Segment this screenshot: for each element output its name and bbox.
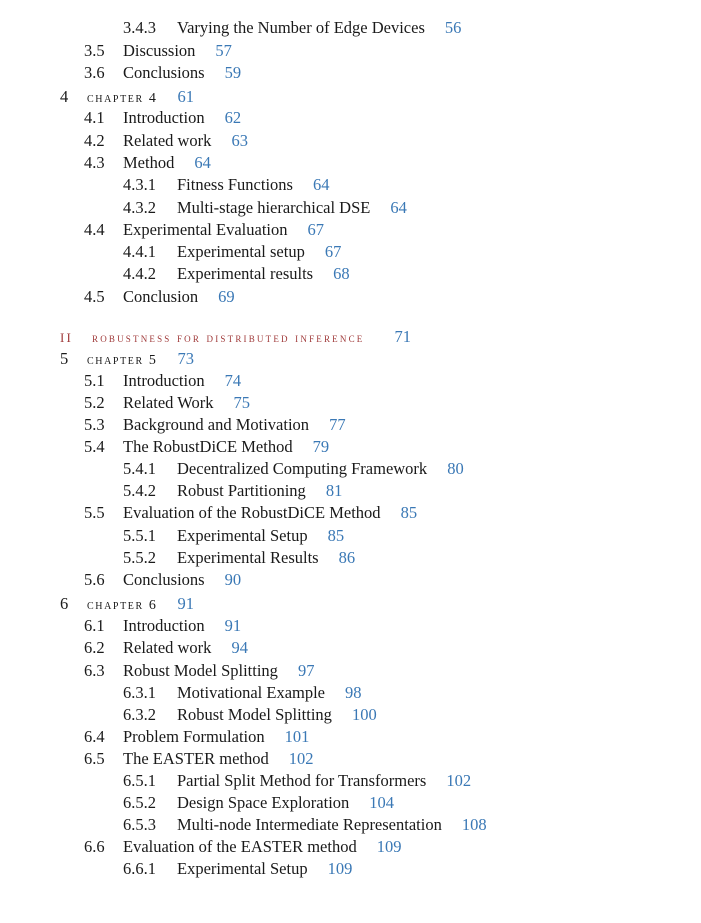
toc-entry[interactable] xyxy=(84,436,329,458)
toc-entry-title: Partial Split Method for Transformers xyxy=(177,771,427,790)
toc-entry-page: 59 xyxy=(224,63,242,82)
toc-entry-number: 5.1 xyxy=(84,371,105,390)
toc-entry-title: Motivational Example xyxy=(177,683,326,702)
toc-entry-number: 6 xyxy=(60,594,69,613)
toc-entry[interactable] xyxy=(123,174,329,196)
toc-entry[interactable] xyxy=(84,152,211,174)
toc-entry-number: 4.3.2 xyxy=(123,198,156,217)
toc-entry-number: II xyxy=(60,330,74,345)
toc-entry-number: 5.2 xyxy=(84,393,105,412)
toc-entry-page: 61 xyxy=(177,87,194,106)
toc-entry[interactable] xyxy=(123,480,342,502)
toc-entry-title: Conclusions xyxy=(123,63,205,82)
toc-entry-page: 86 xyxy=(338,548,356,567)
toc-entry-title: chapter 4 xyxy=(87,91,158,106)
toc-entry-number: 4.4 xyxy=(84,220,105,239)
toc-entry[interactable] xyxy=(84,370,241,392)
toc-entry-page: 79 xyxy=(312,437,330,456)
toc-chapter-entry[interactable] xyxy=(60,348,194,370)
toc-entry-number: 6.5.1 xyxy=(123,771,156,790)
toc-entry-page: 85 xyxy=(327,526,345,545)
toc-entry-title: Decentralized Computing Framework xyxy=(177,459,428,478)
toc-entry-page: 77 xyxy=(329,415,346,434)
toc-entry[interactable] xyxy=(84,62,241,84)
toc-entry-title: Fitness Functions xyxy=(177,175,293,194)
toc-entry-number: 4.3.1 xyxy=(123,175,156,194)
toc-entry-number: 5.3 xyxy=(84,415,105,434)
toc-entry[interactable] xyxy=(123,458,464,480)
toc-entry-page: 56 xyxy=(444,18,462,37)
toc-entry-page: 73 xyxy=(177,349,194,368)
toc-entry[interactable] xyxy=(123,814,487,836)
toc-entry-title: Experimental setup xyxy=(177,242,305,261)
toc-entry[interactable] xyxy=(123,704,377,726)
toc-entry-page: 71 xyxy=(394,327,411,346)
toc-entry-number: 6.3.2 xyxy=(123,705,156,724)
toc-entry-page: 108 xyxy=(461,815,487,834)
toc-entry-page: 91 xyxy=(177,594,194,613)
toc-entry-page: 104 xyxy=(369,793,395,812)
toc-entry-title: Robust Model Splitting xyxy=(177,705,332,724)
toc-entry[interactable] xyxy=(84,130,248,152)
toc-entry-page: 109 xyxy=(376,837,402,856)
toc-entry-number: 4.5 xyxy=(84,287,105,306)
toc-entry-title: Related work xyxy=(123,638,212,657)
toc-entry-page: 102 xyxy=(288,749,314,768)
toc-entry-title: Design Space Exploration xyxy=(177,793,350,812)
toc-entry-number: 3.4.3 xyxy=(123,18,156,37)
toc-entry-number: 4.3 xyxy=(84,153,105,172)
toc-entry-number: 6.5.2 xyxy=(123,793,156,812)
toc-entry-page: 91 xyxy=(224,616,242,635)
toc-entry-number: 5 xyxy=(60,349,69,368)
toc-entry-page: 80 xyxy=(447,459,464,478)
toc-entry[interactable] xyxy=(84,40,232,62)
toc-entry-number: 4 xyxy=(60,87,69,106)
toc-entry-title: Evaluation of the EASTER method xyxy=(123,837,357,856)
toc-entry-number: 6.2 xyxy=(84,638,105,657)
toc-entry-page: 67 xyxy=(324,242,342,261)
toc-entry-number: 5.4.1 xyxy=(123,459,156,478)
toc-entry-number: 6.3.1 xyxy=(123,683,156,702)
toc-entry-title: Experimental Evaluation xyxy=(123,220,288,239)
toc-entry-title: Varying the Number of Edge Devices xyxy=(177,18,425,37)
toc-entry-title: Discussion xyxy=(123,41,196,60)
toc-entry[interactable] xyxy=(123,770,471,792)
toc-entry-title: The RobustDiCE Method xyxy=(123,437,293,456)
toc-entry-title: Evaluation of the RobustDiCE Method xyxy=(123,503,381,522)
toc-entry-number: 4.4.1 xyxy=(123,242,156,261)
toc-entry[interactable] xyxy=(84,107,241,129)
toc-entry[interactable] xyxy=(84,748,313,770)
toc-entry-title: Introduction xyxy=(123,371,205,390)
toc-entry-page: 90 xyxy=(224,570,242,589)
toc-entry-number: 6.5.3 xyxy=(123,815,156,834)
toc-entry-number: 4.1 xyxy=(84,108,105,127)
toc-entry-page: 64 xyxy=(194,153,211,172)
toc-entry-page: 85 xyxy=(400,503,418,522)
toc-chapter-entry[interactable] xyxy=(60,593,194,615)
toc-entry[interactable] xyxy=(123,263,350,285)
toc-entry[interactable] xyxy=(84,502,417,524)
toc-entry-title: chapter 6 xyxy=(87,598,158,613)
toc-entry-number: 4.4.2 xyxy=(123,264,156,283)
toc-entry-page: 94 xyxy=(231,638,248,657)
toc-entry-page: 100 xyxy=(351,705,377,724)
toc-entry[interactable] xyxy=(123,17,461,39)
toc-entry-number: 3.6 xyxy=(84,63,105,82)
toc-entry-title: Multi-stage hierarchical DSE xyxy=(177,198,371,217)
toc-entry-page: 98 xyxy=(345,683,362,702)
toc-entry-title: The EASTER method xyxy=(123,749,269,768)
toc-entry[interactable] xyxy=(123,682,362,704)
toc-entry[interactable] xyxy=(84,392,250,414)
toc-entry-page: 69 xyxy=(218,287,235,306)
toc-entry-title: robustness for distributed inference xyxy=(92,330,365,345)
toc-entry-number: 6.6 xyxy=(84,837,105,856)
toc-entry-number: 6.6.1 xyxy=(123,859,156,878)
toc-entry-page: 101 xyxy=(284,727,310,746)
toc-entry[interactable] xyxy=(123,241,341,263)
toc-entry-page: 102 xyxy=(446,771,472,790)
toc-entry[interactable] xyxy=(123,197,407,219)
toc-entry-page: 75 xyxy=(233,393,250,412)
toc-entry-page: 64 xyxy=(312,175,330,194)
toc-entry-title: Conclusion xyxy=(123,287,199,306)
toc-entry-page: 67 xyxy=(307,220,324,239)
toc-entry-page: 63 xyxy=(231,131,248,150)
toc-entry[interactable] xyxy=(84,286,235,308)
toc-entry[interactable] xyxy=(123,547,355,569)
toc-entry[interactable] xyxy=(123,792,394,814)
toc-entry-title: Introduction xyxy=(123,616,205,635)
toc-chapter-entry[interactable] xyxy=(60,86,194,108)
toc-entry-number: 3.5 xyxy=(84,41,105,60)
toc-entry-page: 97 xyxy=(297,661,315,680)
toc-entry[interactable] xyxy=(84,726,309,748)
toc-entry-number: 5.5.1 xyxy=(123,526,156,545)
toc-entry-title: chapter 5 xyxy=(87,353,158,368)
toc-entry-page: 57 xyxy=(215,41,232,60)
toc-entry[interactable] xyxy=(84,836,401,858)
toc-entry-number: 5.5.2 xyxy=(123,548,156,567)
toc-entry-page: 74 xyxy=(224,371,242,390)
toc-entry-title: Introduction xyxy=(123,108,205,127)
toc-entry[interactable] xyxy=(84,219,324,241)
toc-entry-page: 68 xyxy=(333,264,350,283)
toc-entry-title: Experimental Results xyxy=(177,548,319,567)
toc-entry-number: 6.4 xyxy=(84,727,105,746)
toc-entry-page: 81 xyxy=(325,481,343,500)
toc-entry-title: Robust Partitioning xyxy=(177,481,306,500)
toc-entry-number: 5.4 xyxy=(84,437,105,456)
toc-entry[interactable] xyxy=(123,858,352,880)
toc-entry-number: 5.6 xyxy=(84,570,105,589)
toc-entry-title: Background and Motivation xyxy=(123,415,310,434)
toc-entry-number: 6.1 xyxy=(84,616,105,635)
toc-entry-title: Robust Model Splitting xyxy=(123,661,278,680)
toc-entry[interactable] xyxy=(84,637,248,659)
toc-entry-number: 4.2 xyxy=(84,131,105,150)
toc-entry-number: 6.5 xyxy=(84,749,105,768)
toc-part-entry[interactable] xyxy=(60,326,411,348)
toc-entry[interactable] xyxy=(123,525,344,547)
toc-entry[interactable] xyxy=(84,414,346,436)
toc-entry-title: Related work xyxy=(123,131,212,150)
toc-entry-title: Method xyxy=(123,153,175,172)
toc-entry-page: 62 xyxy=(224,108,242,127)
toc-entry[interactable] xyxy=(84,660,314,682)
toc-entry-title: Problem Formulation xyxy=(123,727,265,746)
toc-entry-page: 109 xyxy=(327,859,353,878)
toc-entry-title: Experimental results xyxy=(177,264,314,283)
toc-entry[interactable] xyxy=(84,615,241,637)
toc-entry-number: 5.4.2 xyxy=(123,481,156,500)
toc-entry-title: Related Work xyxy=(123,393,214,412)
toc-entry-number: 5.5 xyxy=(84,503,105,522)
toc-entry-title: Experimental Setup xyxy=(177,526,308,545)
toc-entry-page: 64 xyxy=(390,198,407,217)
toc-entry-title: Conclusions xyxy=(123,570,205,589)
toc-entry-title: Multi-node Intermediate Representation xyxy=(177,815,442,834)
toc-entry-title: Experimental Setup xyxy=(177,859,308,878)
toc-entry-number: 6.3 xyxy=(84,661,105,680)
toc-entry[interactable] xyxy=(84,569,241,591)
